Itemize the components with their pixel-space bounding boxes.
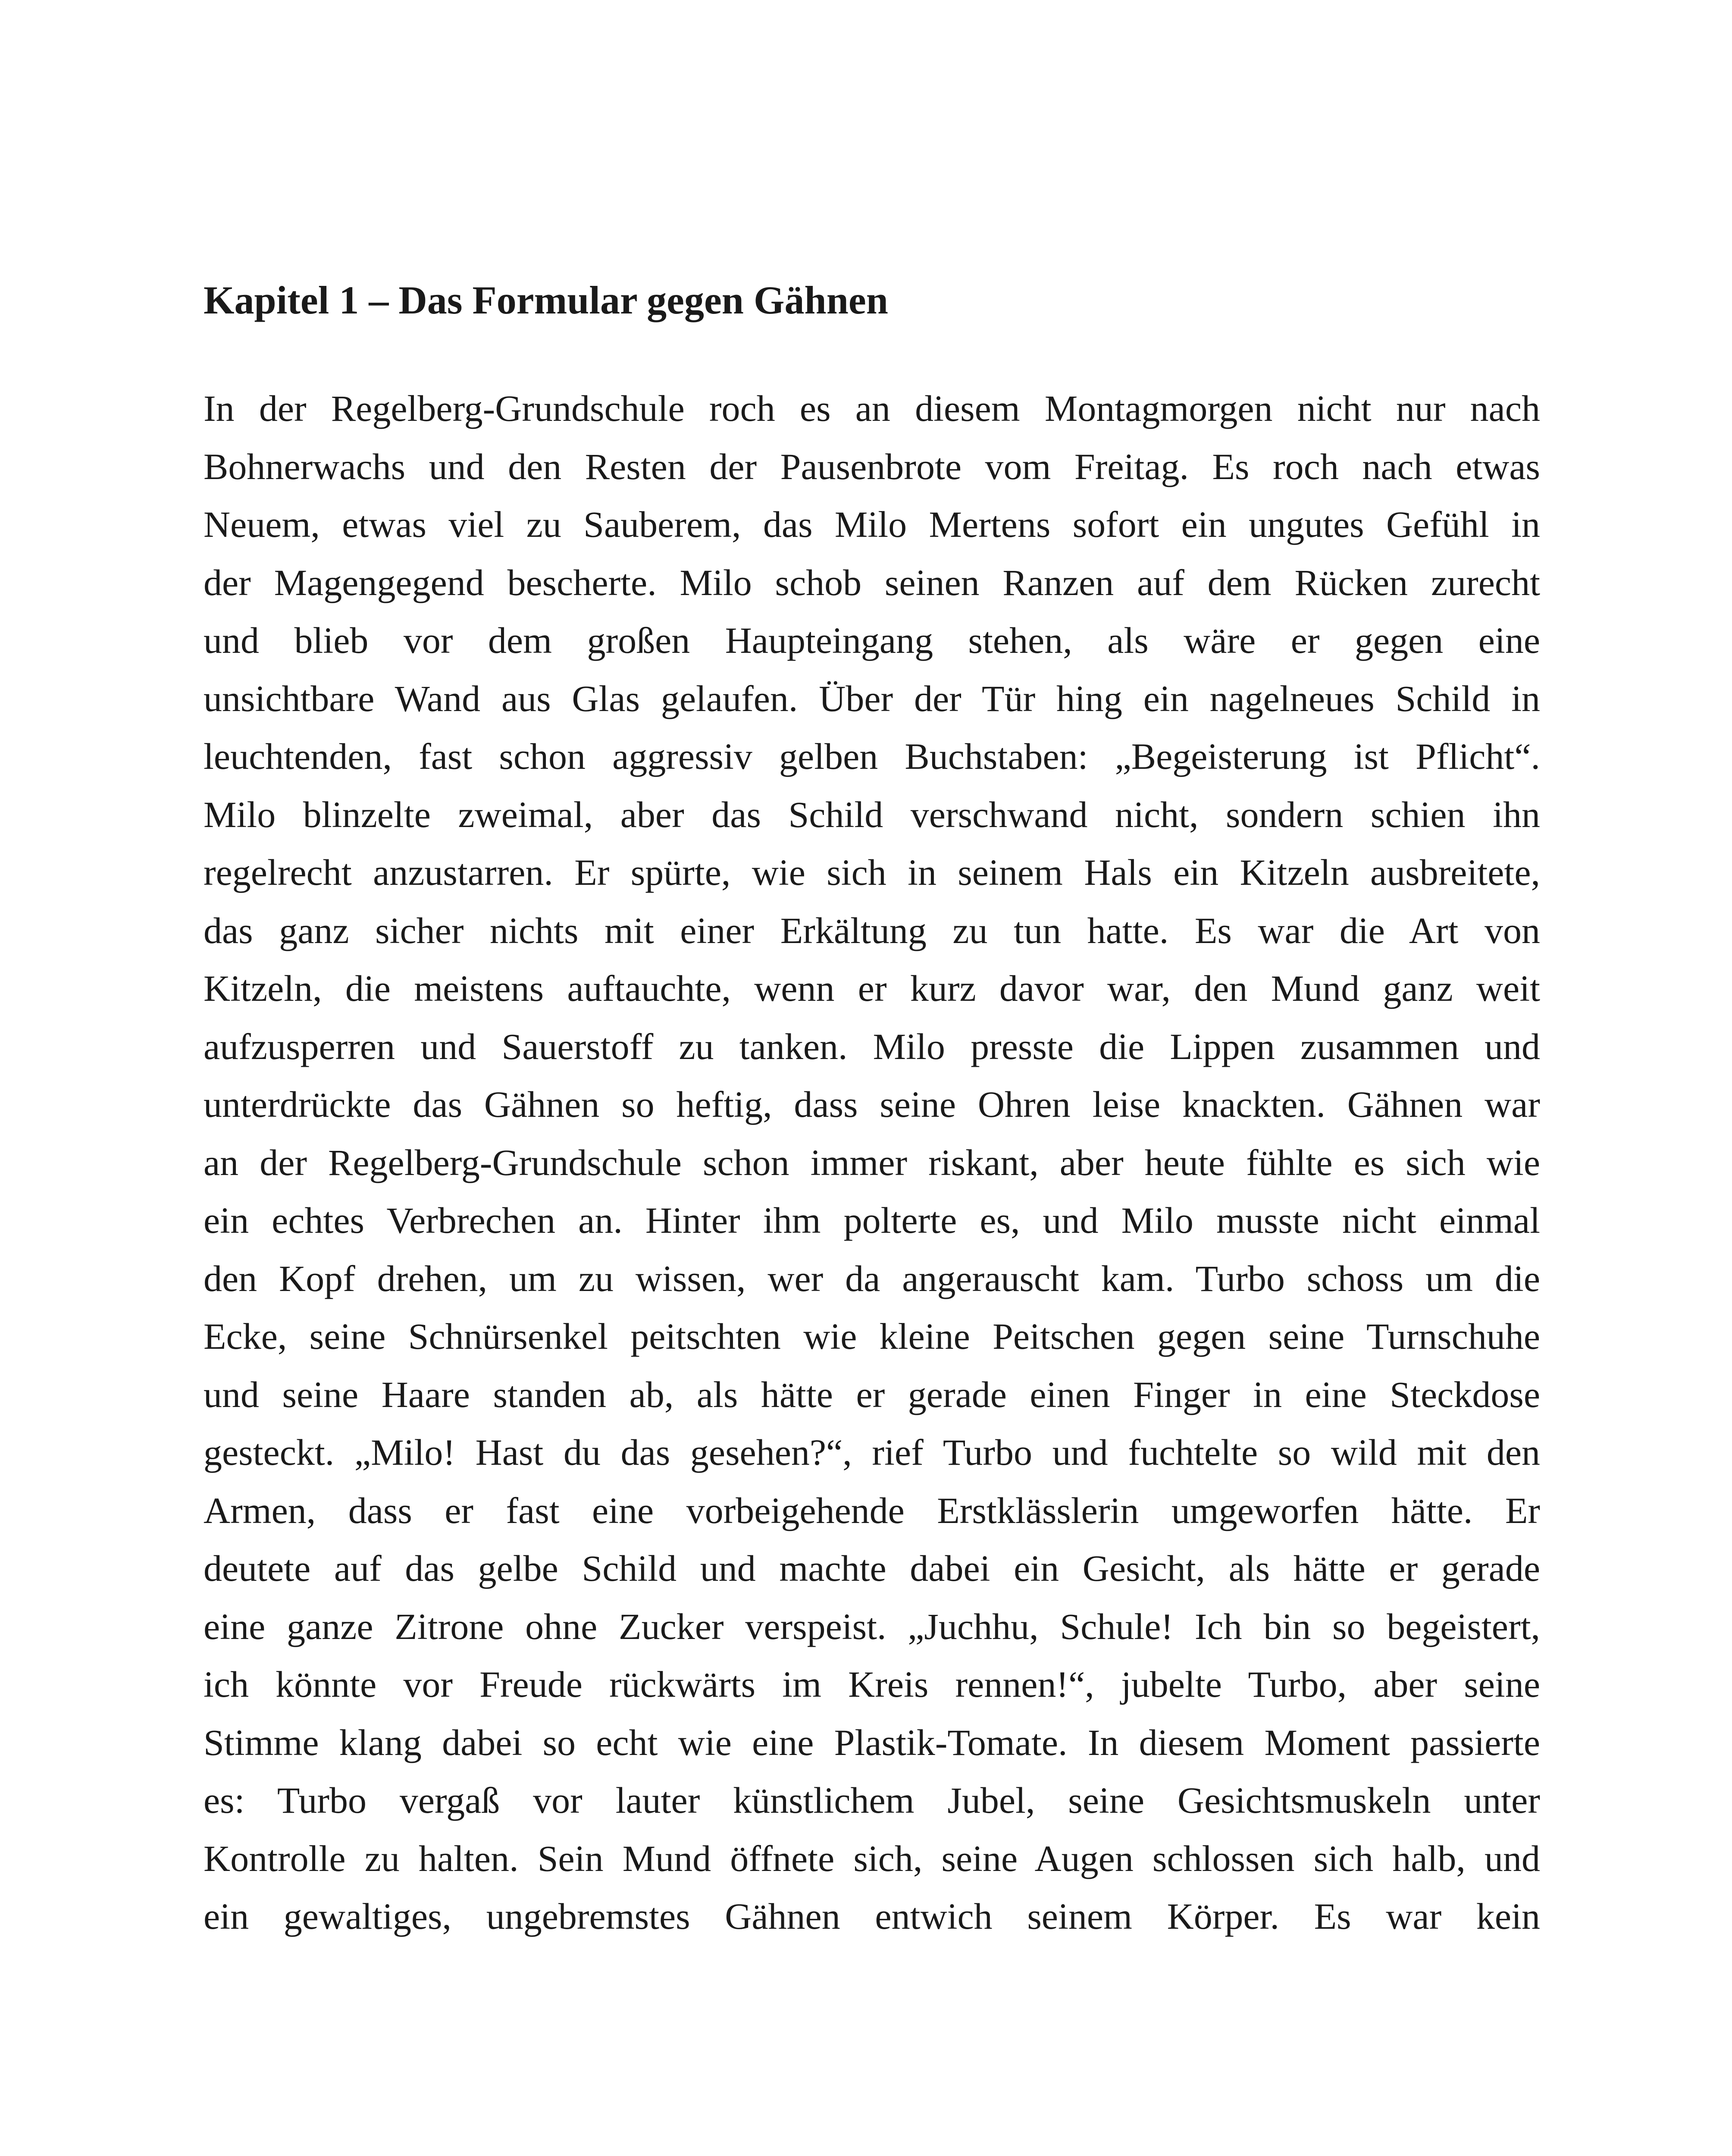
text-line: Kontrolle zu halten. Sein Mund öffnete sich, seine Augen schlossen sich halb, und — [204, 1837, 1540, 1879]
text-line: unsichtbare Wand aus Glas gelaufen. Über der Tür hing ein nagelneues Schild in — [204, 677, 1540, 719]
text-line: gesteckt. „Milo! Hast du das gesehen?“, rief Turbo und fuchtelte so wild mit den — [204, 1432, 1540, 1473]
text-line: Bohnerwachs und den Resten der Pausenbrote vom Freitag. Es roch nach etwas — [204, 445, 1540, 487]
text-line: unterdrückte das Gähnen so heftig, dass seine Ohren leise knackten. Gähnen war — [204, 1084, 1540, 1125]
text-line: und seine Haare standen ab, als hätte er gerade einen Finger in eine Steckdose — [204, 1373, 1540, 1415]
text-line: und blieb vor dem großen Haupteingang stehen, als wäre er gegen eine — [204, 620, 1540, 661]
text-line: Armen, dass er fast eine vorbeigehende Erstklässlerin umgeworfen hätte. Er — [204, 1489, 1540, 1531]
text-line: es: Turbo vergaß vor lauter künstlichem Jubel, seine Gesichtsmuskeln unter — [204, 1780, 1540, 1821]
text-line: an der Regelberg-Grundschule schon immer riskant, aber heute fühlte es sich wie — [204, 1141, 1540, 1183]
text-line: leuchtenden, fast schon aggressiv gelben Buchstaben: „Begeisterung ist Pflicht“. — [204, 736, 1540, 777]
text-line: ich könnte vor Freude rückwärts im Kreis rennen!“, jubelte Turbo, aber seine — [204, 1664, 1540, 1705]
text-line: ein gewaltiges, ungebremstes Gähnen entwich seinem Körper. Es war kein — [204, 1896, 1540, 1937]
text-line: ein echtes Verbrechen an. Hinter ihm polterte es, und Milo musste nicht einmal — [204, 1200, 1540, 1241]
text-line: Ecke, seine Schnürsenkel peitschten wie kleine Peitschen gegen seine Turnschuhe — [204, 1316, 1540, 1357]
text-line: das ganz sicher nichts mit einer Erkältung zu tun hatte. Es war die Art von — [204, 909, 1540, 951]
text-line: Milo blinzelte zweimal, aber das Schild verschwand nicht, sondern schien ihn — [204, 793, 1540, 835]
text-line: aufzusperren und Sauerstoff zu tanken. Milo presste die Lippen zusammen und — [204, 1025, 1540, 1067]
text-line: Neuem, etwas viel zu Sauberem, das Milo Mertens sofort ein ungutes Gefühl in — [204, 504, 1540, 545]
body-text — [204, 379, 1540, 1946]
text-line: eine ganze Zitrone ohne Zucker verspeist. „Juchhu, Schule! Ich bin so begeistert, — [204, 1605, 1540, 1647]
text-line: den Kopf drehen, um zu wissen, wer da angerauscht kam. Turbo schoss um die — [204, 1257, 1540, 1299]
text-line: der Magengegend bescherte. Milo schob seinen Ranzen auf dem Rücken zurecht — [204, 561, 1540, 603]
text-line: regelrecht anzustarren. Er spürte, wie sich in seinem Hals ein Kitzeln ausbreitete, — [204, 852, 1540, 893]
text-line: Stimme klang dabei so echt wie eine Plastik-Tomate. In diesem Moment passierte — [204, 1721, 1540, 1763]
text-line: In der Regelberg-Grundschule roch es an diesem Montagmorgen nicht nur nach — [204, 388, 1540, 429]
text-line: deutete auf das gelbe Schild und machte dabei ein Gesicht, als hätte er gerade — [204, 1548, 1540, 1589]
chapter-title: Kapitel 1 – Das Formular gegen Gähnen — [204, 278, 888, 322]
text-line: Kitzeln, die meistens auftauchte, wenn er kurz davor war, den Mund ganz weit — [204, 968, 1540, 1009]
